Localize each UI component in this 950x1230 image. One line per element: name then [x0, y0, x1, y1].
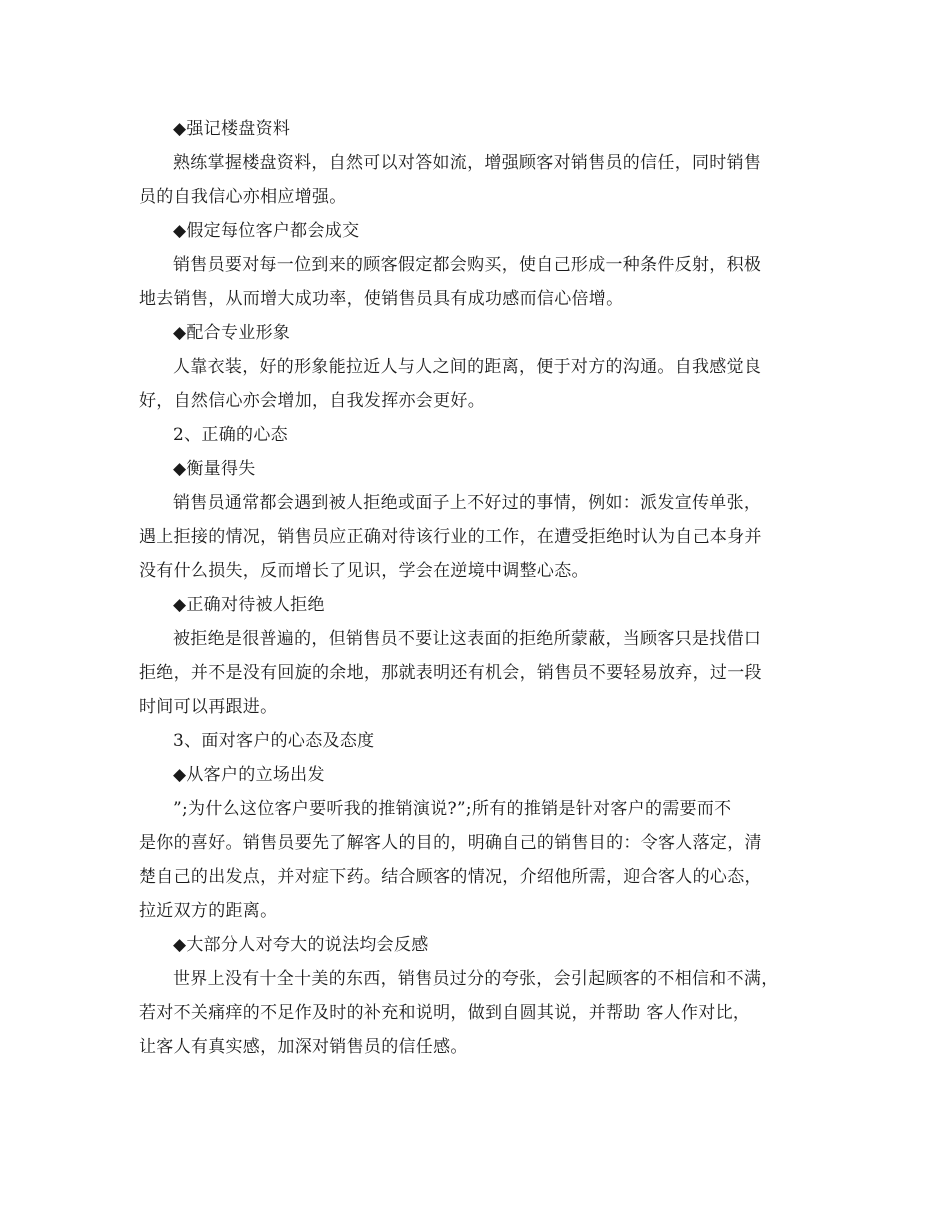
section-heading: ◆假定每位客户都会成交 — [173, 221, 360, 241]
paragraph-line: 地去销售，从而增大成功率，使销售员具有成功感而信心倍增。 — [139, 289, 624, 309]
paragraph-line: 销售员通常都会遇到被人拒绝或面子上不好过的事情，例如：派发宣传单张， — [173, 493, 762, 513]
section-heading: ◆从客户的立场出发 — [173, 765, 325, 785]
paragraph-line: 熟练掌握楼盘资料，自然可以对答如流，增强顾客对销售员的信任，同时销售 — [173, 153, 762, 173]
paragraph-line: 被拒绝是很普遍的，但销售员不要让这表面的拒绝所蒙蔽，当顾客只是找借口 — [173, 629, 762, 649]
paragraph-line: 没有什么损失，反而增长了见识，学会在逆境中调整心态。 — [139, 561, 589, 581]
paragraph-line: 好，自然信心亦会增加，自我发挥亦会更好。 — [139, 391, 485, 411]
paragraph-line: 时间可以再跟进。 — [139, 697, 278, 717]
paragraph-line: 世界上没有十全十美的东西，销售员过分的夸张，会引起顾客的不相信和不满， — [173, 969, 779, 989]
document-body — [139, 112, 819, 1064]
paragraph-line: 员的自我信心亦相应增强。 — [139, 187, 347, 207]
paragraph-line: 遇上拒接的情况，销售员应正确对待该行业的工作，在遭受拒绝时认为自己本身并 — [139, 527, 762, 547]
section-heading: ◆配合专业形象 — [173, 323, 291, 343]
numbered-heading: 2、正确的心态 — [173, 425, 288, 445]
section-heading: ◆强记楼盘资料 — [173, 119, 291, 139]
paragraph-line: 拉近双方的距离。 — [139, 901, 278, 921]
paragraph-line: 楚自己的出发点，并对症下药。结合顾客的情况，介绍他所需，迎合客人的心态， — [139, 867, 762, 887]
paragraph-line: 销售员要对每一位到来的顾客假定都会购买，使自己形成一种条件反射，积极 — [173, 255, 762, 275]
paragraph-line: 若对不关痛痒的不足作及时的补充和说明，做到自圆其说，并帮助 客人作对比， — [139, 1003, 751, 1023]
section-heading: ◆正确对待被人拒绝 — [173, 595, 325, 615]
section-heading: ◆大部分人对夸大的说法均会反感 — [173, 935, 429, 955]
paragraph-line: 是你的喜好。销售员要先了解客人的目的，明确自己的销售目的：令客人落定，清 — [139, 833, 762, 853]
paragraph-line: 拒绝，并不是没有回旋的余地，那就表明还有机会，销售员不要轻易放弃，过一段 — [139, 663, 762, 683]
paragraph-line: 人靠衣装，好的形象能拉近人与人之间的距离，便于对方的沟通。自我感觉良 — [173, 357, 762, 377]
numbered-heading: 3、面对客户的心态及态度 — [173, 731, 375, 751]
section-heading: ◆衡量得失 — [173, 459, 256, 479]
paragraph-line: ”;为什么这位客户要听我的推销演说?”;所有的推销是针对客户的需要而不 — [173, 799, 732, 819]
paragraph-line: 让客人有真实感，加深对销售员的信任感。 — [139, 1037, 468, 1057]
